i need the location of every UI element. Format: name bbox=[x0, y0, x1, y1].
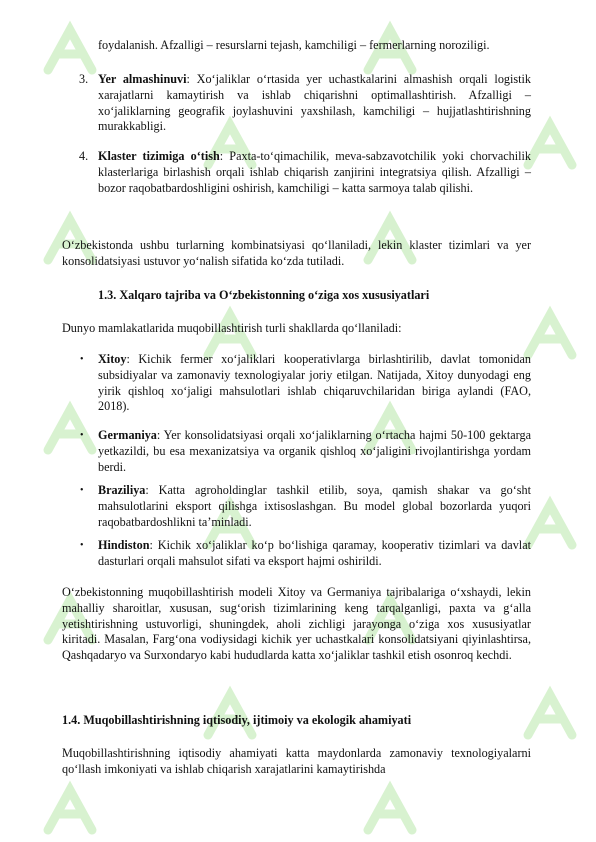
bullet-item-china bbox=[98, 352, 531, 415]
bullet-item-germany-body: : Yer konsolidatsiyasi orqali xo‘jaliklarning o‘rtacha hajmi 50-100 gektarga yetkazildi, bu esa mexanizatsiya va organik qishloq xo‘jaligini rivojlantirishga yordam berdi. bbox=[98, 428, 531, 474]
list-item-2-continuation: foydalanish. Afzalligi – resurslarni tejash, kamchiligi – fermerlarning noroziligi. bbox=[98, 38, 490, 52]
list-item-3-body: : Xo‘jaliklar o‘rtasida yer uchastkalarini almashish orqali logistik xarajatlarni kamaytirish va ishlab chiqarishni optimallashtirish. Afzalligi – xo‘jaliklarning geografik joylashuvini yaxshilash, kamchiligi – hujjatlashtirishning murakkabligi. bbox=[98, 72, 531, 134]
list-item-4-title: Klaster tizimiga o‘tish bbox=[98, 149, 220, 163]
bullet-item-brazil-body: : Katta agroholdinglar tashkil etilib, soya, qamish shakar va go‘sht mahsulotlarini eksport qilishga ixtisoslashgan. Bu model global bozorlarda yuqori raqobatbardoshlikni ta’minladi. bbox=[98, 483, 531, 529]
bullet-item-china-body: : Kichik fermer xo‘jaliklari kooperativlarga birlashtirilib, davlat tomonidan subsidiyalar va zamonaviy texnologiyalar joriy etilgan. Natijada, Xitoy dunyodagi eng yirik qishloq xo‘jaligi mahsulotlari ishlab chiqaruvchilaridan biriga aylandi (FAO, 2018). bbox=[98, 352, 531, 414]
bullet-item-india-body: : Kichik xo‘jaliklar ko‘p bo‘lishiga qaramay, kooperativ tizimlari va davlat dasturlari orqali mahsulot sifati va eksport hajmi oshirildi. bbox=[98, 538, 531, 568]
paragraph-economic-importance: Muqobillashtirishning iqtisodiy ahamiyati katta maydonlarda zamonaviy texnologiyalarni qo‘llash imkoniyati va ishlab chiqarish xarajatlarini kamaytirishda bbox=[62, 746, 531, 776]
bullet-item-india bbox=[98, 538, 531, 570]
list-item-4-body: : Paxta-to‘qimachilik, meva-sabzavotchilik yoki chorvachilik klasterlariga birlashish orqali ishlab chiqarish zanjirini integratsiya qilish. Afzalligi – bozor raqobatbardoshligini oshirish, kamchiligi – katta sarmoya talab qilishi. bbox=[98, 149, 531, 195]
list-item-3 bbox=[98, 72, 531, 135]
bullet-marker: • bbox=[80, 354, 84, 365]
bullet-item-china-title: Xitoy bbox=[98, 352, 127, 366]
bullet-item-germany-title: Germaniya bbox=[98, 428, 157, 442]
list-item-3-title: Yer almashinuvi bbox=[98, 72, 187, 86]
paragraph-uzbekistan-model: O‘zbekistonning muqobillashtirish modeli Xitoy va Germaniya tajribalariga o‘xshaydi, lekin mahalliy sharoitlar, xususan, sug‘orish tizimlarining keng tarqalganligi, paxta va g‘alla yetishtirishning ustuvorligi, shuningdek, aholi zichligi jarayonga o‘ziga xos xususiyatlar kiritadi. Masalan, Farg‘ona vodiysidagi kichik yer uchastkalari konsolidatsiyani qiyinlashtirsa, Qashqadaryo va Surxondaryo kabi hududlarda katta xo‘jaliklar tashkil etish osonroq kechdi. bbox=[62, 585, 531, 663]
section-heading-1-3: 1.3. Xalqaro tajriba va O‘zbekistonning o‘ziga xos xususiyatlari bbox=[98, 288, 430, 302]
section-heading-1-4: 1.4. Muqobillashtirishning iqtisodiy, ijtimoiy va ekologik ahamiyati bbox=[62, 713, 412, 727]
bullet-marker: • bbox=[80, 540, 84, 551]
paragraph-intro: Dunyo mamlakatlarida muqobillashtirish turli shakllarda qo‘llaniladi: bbox=[62, 321, 402, 335]
bullet-item-brazil bbox=[98, 483, 531, 530]
bullet-item-india-title: Hindiston bbox=[98, 538, 150, 552]
list-number-3: 3. bbox=[79, 72, 89, 86]
bullet-marker: • bbox=[80, 485, 84, 496]
bullet-item-germany bbox=[98, 428, 531, 475]
paragraph-combination: O‘zbekistonda ushbu turlarning kombinatsiyasi qo‘llaniladi, lekin klaster tizimlari va yer konsolidatsiyasi ustuvor yo‘nalish sifatida ko‘zda tutiladi. bbox=[62, 238, 531, 268]
bullet-item-brazil-title: Braziliya bbox=[98, 483, 146, 497]
list-number-4: 4. bbox=[79, 149, 89, 163]
bullet-marker: • bbox=[80, 430, 84, 441]
list-item-4 bbox=[98, 149, 531, 196]
